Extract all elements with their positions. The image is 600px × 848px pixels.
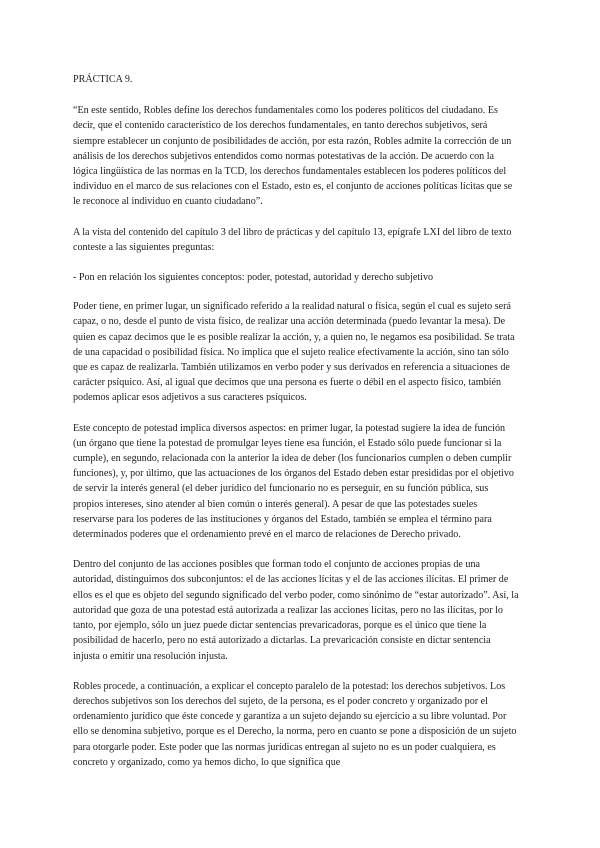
question-line: - Pon en relación los siguientes conceptos: poder, potestad, autoridad y derecho subjetivo xyxy=(73,272,434,284)
practice-title: PRÁCTICA 9. xyxy=(73,74,133,85)
quote-paragraph: “En este sentido, Robles define los derechos fundamentales como los poderes políticos del ciudadano. Es decir, que el contenido característico de los derechos fundamentales, en tanto derechos subjetivos, será siempre establecer un conjunto de posibilidades de acción, por esta razón, Robles admite la corrección de un análisis de los derechos subjetivos entendidos como normas potestativas de la acción. De acuerdo con la lógica lingüística de las normas en la TCD, los derechos fundamentales establecen los poderes políticos del individuo en el marco de sus relaciones con el Estado, esto es, el conjunto de acciones políticas lícitas que se le reconoce al individuo en cuanto ciudadano”. xyxy=(73,105,513,208)
answer-paragraph-derecho-subjetivo: Robles procede, a continuación, a explicar el concepto paralelo de la potestad: los derechos subjetivos. Los derechos subjetivos son los derechos del sujeto, de la persona, es el poder concreto y organizado por el ordenamiento jurídico que éste concede y garantiza a un sujeto dejando su ejercicio a su libre voluntad. Por ello se denomina subjetivo, porque es el Derecho, la norma, pero en cuanto se pone a disposición de un sujeto para otorgarle poder. Este poder que las normas jurídicas entregan al sujeto no es un poder cualquiera, es concreto y organizado, como ya hemos dicho, lo que significa que xyxy=(73,680,517,768)
answer-paragraph-autoridad: Dentro del conjunto de las acciones posibles que forman todo el conjunto de acciones propias de una autoridad, distinguimos dos subconjuntos: el de las acciones lícitas y el de las acciones ilícitas. El primer de ellos es el que es objeto del segundo significado del verbo poder, como sinónimo de “estar autorizado”. Así, la autoridad que goza de una potestad está autorizada a realizar las acciones lícitas, pero no las ilícitas, por lo tanto, por ejemplo, sólo un juez puede dictar sentencias prevaricadoras, porque es el único que tiene la posibilidad de hacerlo, pero no está autorizado a dictarlas. La prevaricación consiste en dictar sentencia injusta o emitir una resolución injusta. xyxy=(73,559,519,662)
instruction-paragraph: A la vista del contenido del capítulo 3 del libro de prácticas y del capítulo 13, epígrafe LXI del libro de texto conteste a las siguientes preguntas: xyxy=(73,226,512,253)
answer-paragraph-potestad: Este concepto de potestad implica diversos aspectos: en primer lugar, la potestad sugiere la idea de función (un órgano que tiene la potestad de promulgar leyes tiene esa función, el Estado sólo puede funcionar si la cumple), en segundo, relacionada con la anterior la idea de deber (los funcionarios cumplen o deben cumplir funciones), y, por último, que las actuaciones de los órganos del Estado deben estar presididas por el objetivo de servir la interés general (el deber jurídico del funcionario no es perseguir, en su función pública, sus propios intereses, sino atender al bien común o interés general). A pesar de que las potestades sueles reservarse para los poderes de las instituciones y órganos del Estado, también se emplea el término para determinados poderes que el ordenamiento prevé en el marco de relaciones de Derecho privado. xyxy=(73,422,514,541)
document-body xyxy=(73,72,519,785)
answer-paragraph-poder: Poder tiene, en primer lugar, un significado referido a la realidad natural o física, según el cual es sujeto será capaz, o no, desde el punto de vista físico, de realizar una acción determinada (puedo levantar la mesa). De quien es capaz decimos que le es posible realizar la acción, y, a quien no, le negamos esa posibilidad. Se trata de una capacidad o posibilidad física. No implica que el sujeto realice efectivamente la acción, sino tan sólo que es capaz de realizarla. También utilizamos en verbo poder y sus derivados en referencia a situaciones de carácter psíquico. Así, al igual que decimos que una persona es fuerte o débil en el aspecto físico, también podemos aplicar esos adjetivos a sus caracteres psíquicos. xyxy=(73,301,515,404)
